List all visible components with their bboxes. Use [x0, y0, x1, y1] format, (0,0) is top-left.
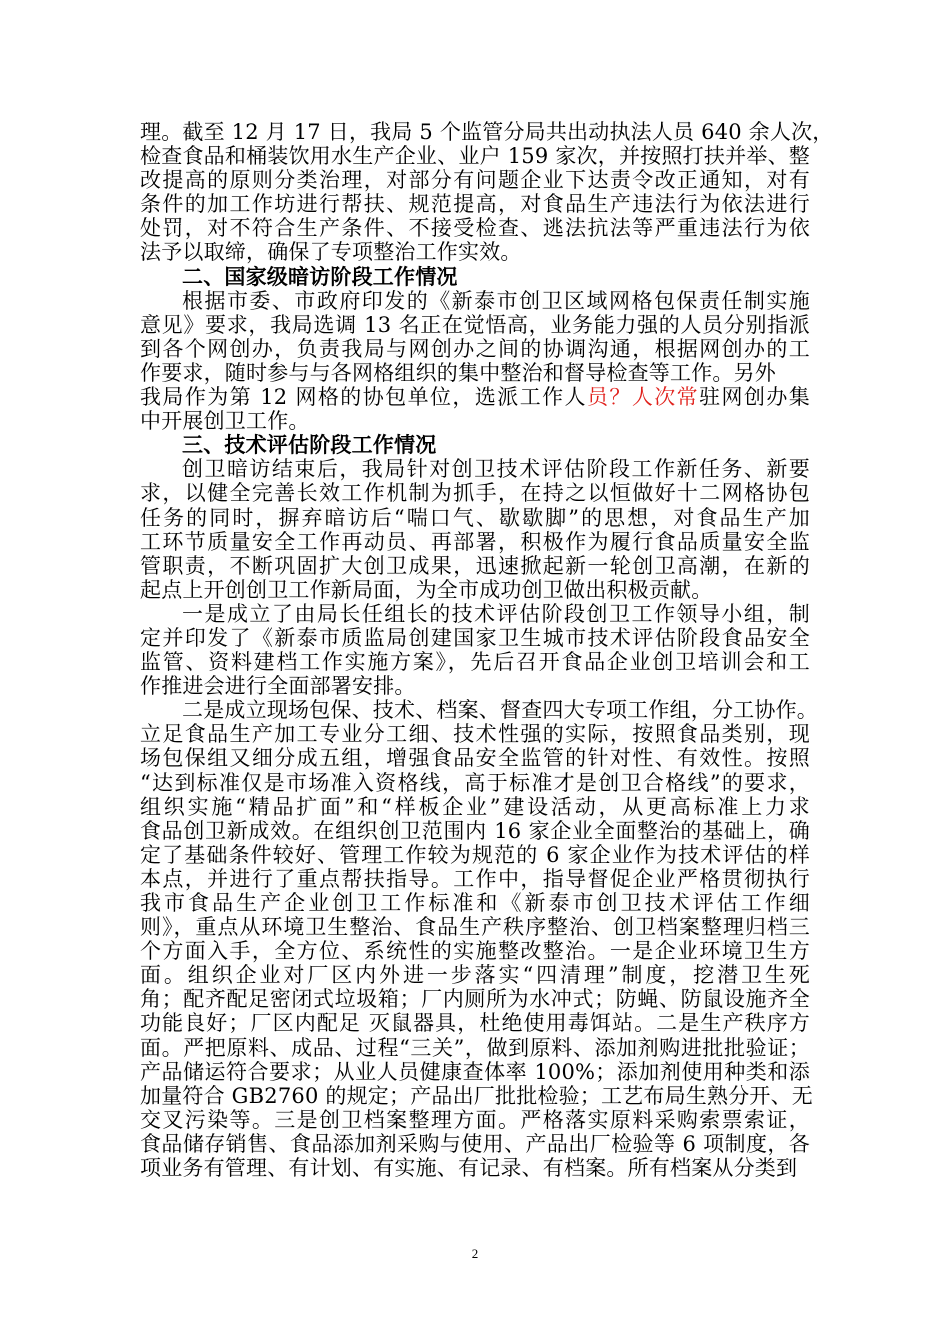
page-number: 2 [471, 1246, 479, 1261]
text-line: 理。截至 12 月 17 日，我局 5 个监管分局共出动执法人员 640 余人次， [140, 120, 834, 144]
highlighted-text: 员？人次常 [586, 385, 700, 410]
text-line: 食品创卫新成效。在组织创卫范围内 16 家企业全面整治的基础上，确 [140, 818, 810, 843]
document-content [140, 120, 834, 1181]
text-line: 监管、资料建档工作实施方案》，先后召开食品企业创卫培训会和工 [140, 650, 810, 675]
text-line: 管职责，不断巩固扩大创卫成果，迅速掀起新一轮创卫高潮，在新的 [140, 553, 810, 578]
text-line: 起点上开创创卫工作新局面，为全市成功创卫做出积极贡献。 [140, 577, 713, 602]
text-line: 食品储存销售、食品添加剂采购与使用、产品出厂检验等 6 项制度，各 [140, 1131, 810, 1156]
paragraph [140, 602, 810, 698]
paragraph [140, 457, 810, 602]
text-line: 个方面入手，全方位、系统性的实施整改整治。一是企业环境卫生方 [140, 939, 810, 964]
text-line: 交叉污染等。三是创卫档案整理方面。严格落实原料采购索票索证， [140, 1107, 810, 1132]
text-line: 功能良好；厂区内配足 灭鼠器具，杜绝使用毒饵站。二是生产秩序方 [140, 1011, 810, 1036]
text-line: 立足食品生产加工专业分工细、技术性强的实际，按照食品类别，现 [140, 722, 810, 747]
text-line: 面。严把原料、成品、过程“三关”，做到原料、添加剂购进批批验证； [140, 1035, 810, 1060]
text-segment: 我局作为第 12 网格的协包单位，选派工作人 [140, 385, 587, 410]
text-line: 条件的加工作坊进行帮扶、规范提高，对食品生产违法行为依法进行 [140, 192, 810, 217]
text-line: 创卫暗访结束后，我局针对创卫技术评估阶段工作新任务、新要 [182, 457, 810, 482]
section-heading: 三、技术评估阶段工作情况 [182, 432, 437, 458]
text-line: 面。组织企业对厂区内外进一步落实“四清理”制度，挖潜卫生死 [140, 963, 810, 988]
text-line: 定了基础条件较好、管理工作较为规范的 6 家企业作为技术评估的样 [140, 842, 810, 867]
text-line: 法予以取缔，确保了专项整治工作实效。 [140, 240, 522, 265]
text-line: 检查食品和桶装饮用水生产企业、业户 159 家次，并按照打扶并举、整 [140, 144, 810, 169]
text-line: 工环节质量安全工作再动员、再部署，积极作为履行食品质量安全监 [140, 529, 810, 554]
text-line: 项业务有管理、有计划、有实施、有记录、有档案。所有档案从分类到 [140, 1156, 798, 1181]
text-segment: 驻网创办集 [699, 385, 810, 410]
text-line: 改提高的原则分类治理，对部分有问题企业下达责令改正通知，对有 [140, 168, 810, 193]
text-line: 产品储运符合要求；从业人员健康查体率 100%；添加剂使用种类和添 [140, 1059, 810, 1084]
text-line: 到各个网创办，负责我局与网创办之间的协调沟通，根据网创办的工 [140, 336, 810, 361]
text-line: 组织实施“精品扩面”和“样板企业”建设活动，从更高标准上力求 [140, 794, 810, 819]
text-line: 本点，并进行了重点帮扶指导。工作中，指导督促企业严格贯彻执行 [140, 866, 810, 891]
paragraph [140, 120, 834, 265]
text-line: 求，以健全完善长效工作机制为抓手，在持之以恒做好十二网格协包 [140, 481, 810, 506]
text-line: 作推进会进行全面部署安排。 [140, 674, 416, 699]
text-line: 场包保组又细分成五组，增强食品安全监管的针对性、有效性。按照 [140, 746, 810, 771]
text-line-with-highlight [140, 385, 810, 409]
text-line: 意见》要求，我局选调 13 名正在觉悟高，业务能力强的人员分别指派 [140, 312, 810, 337]
section-heading: 二、国家级暗访阶段工作情况 [182, 263, 458, 289]
paragraph [140, 698, 818, 1181]
document-body [140, 120, 834, 1181]
text-line: 根据市委、市政府印发的《新泰市创卫区域网格包保责任制实施 [182, 288, 810, 313]
text-line: 一是成立了由局长任组长的技术评估阶段创卫工作领导小组，制 [182, 601, 810, 626]
text-line: 则》，重点从环境卫生整治、食品生产秩序整治、创卫档案整理归档三 [140, 915, 810, 940]
text-line: 作要求，随时参与与各网格组织的集中整治和督导检查等工作。另外 [140, 360, 776, 385]
text-line: 任务的同时，摒弃暗访后“喘口气、歇歇脚”的思想，对食品生产加 [140, 505, 810, 530]
text-line: 二是成立现场包保、技术、档案、督查四大专项工作组，分工协作。 [182, 698, 818, 723]
text-line: 角；配齐配足密闭式垃圾箱；厂内厕所为水冲式；防蝇、防鼠设施齐全 [140, 987, 810, 1012]
text-line: 加量符合 GB2760 的规定；产品出厂批批检验；工艺布局生熟分开、无 [140, 1083, 813, 1108]
paragraph [140, 289, 810, 385]
text-line: 中开展创卫工作。 [140, 409, 310, 434]
text-line: 我市食品生产企业创卫工作标准和《新泰市创卫技术评估工作细 [140, 891, 810, 915]
text-line: 处罚，对不符合生产条件、不接受检查、逃法抗法等严重违法行为依 [140, 216, 810, 241]
text-line: “达到标准仅是市场准入资格线，高于标准才是创卫合格线”的要求， [140, 770, 810, 795]
paragraph [140, 409, 810, 433]
text-line: 定并印发了《新泰市质监局创建国家卫生城市技术评估阶段食品安全 [140, 625, 810, 650]
